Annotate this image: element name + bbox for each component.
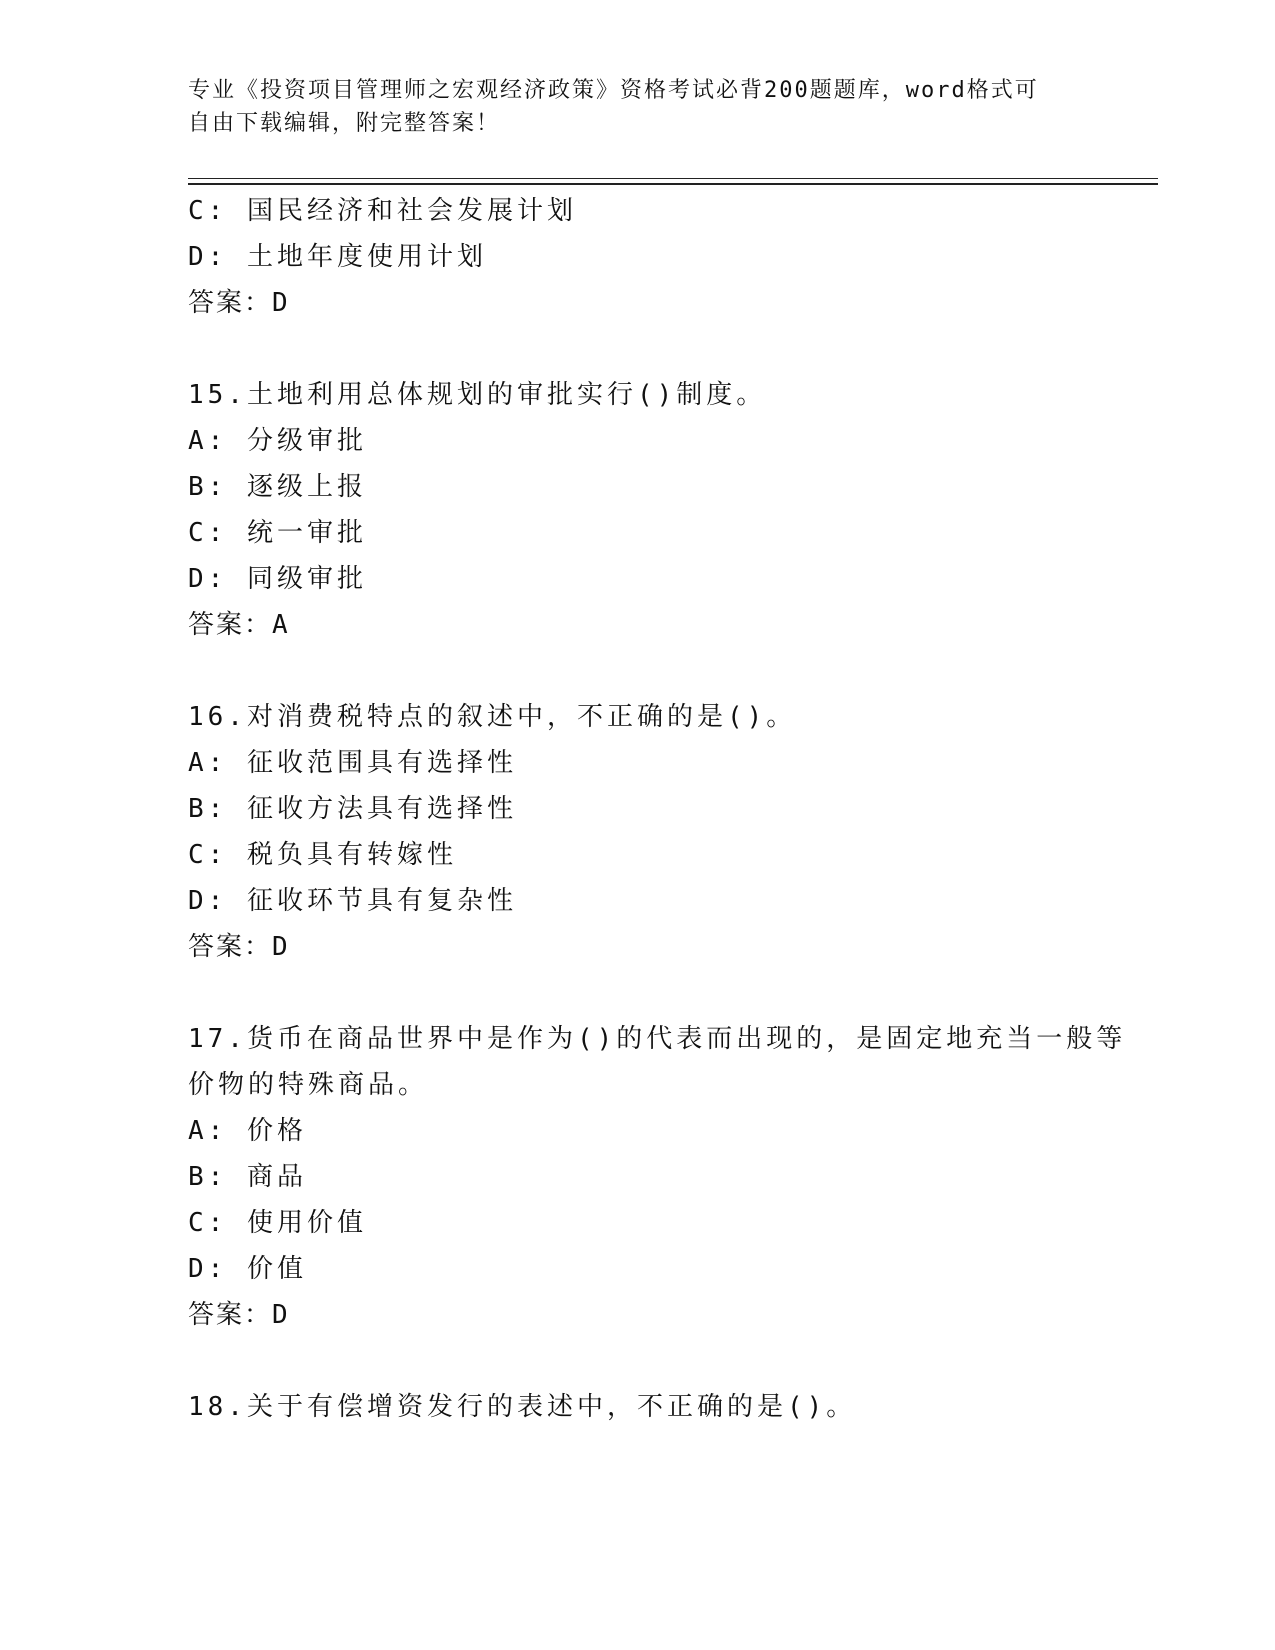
answer: 答案：D: [188, 288, 290, 318]
option-d: D: 价值: [188, 1254, 307, 1284]
question-stem-line-1: 17.货币在商品世界中是作为()的代表而出现的，是固定地充当一般等: [188, 1024, 1127, 1054]
spacer: [188, 326, 1088, 372]
question-block-14-partial: [188, 188, 1088, 326]
option-c: C: 税负具有转嫁性: [188, 840, 457, 870]
option-b: B: 逐级上报: [188, 472, 367, 502]
option-c: C: 使用价值: [188, 1208, 367, 1238]
option-a: A: 分级审批: [188, 426, 367, 456]
question-stem: 15.土地利用总体规划的审批实行()制度。: [188, 380, 767, 410]
header-divider-thin: [188, 178, 1158, 179]
question-list: [188, 188, 1127, 1430]
option-a: A: 征收范围具有选择性: [188, 748, 517, 778]
spacer: [188, 1338, 1088, 1384]
option-d: D: 土地年度使用计划: [188, 242, 487, 272]
option-b: B: 征收方法具有选择性: [188, 794, 517, 824]
spacer: [188, 970, 1088, 1016]
option-a: A: 价格: [188, 1116, 307, 1146]
answer: 答案：A: [188, 610, 290, 640]
question-stem: 16.对消费税特点的叙述中，不正确的是()。: [188, 702, 797, 732]
question-stem-line-2: 价物的特殊商品。: [188, 1070, 429, 1100]
question-block-16: [188, 694, 1088, 970]
answer: 答案：D: [188, 1300, 290, 1330]
option-c: C: 统一审批: [188, 518, 367, 548]
spacer: [188, 648, 1088, 694]
answer: 答案：D: [188, 932, 290, 962]
header-title-line-1: 专业《投资项目管理师之宏观经济政策》资格考试必背200题题库，word格式可: [188, 78, 1039, 103]
header-divider-thick: [188, 183, 1158, 185]
option-c: C: 国民经济和社会发展计划: [188, 196, 577, 226]
question-block-17: [188, 1016, 1127, 1338]
question-block-15: [188, 372, 1088, 648]
question-stem: 18.关于有偿增资发行的表述中，不正确的是()。: [188, 1392, 857, 1422]
header-title-line-2: 自由下载编辑，附完整答案！: [188, 111, 501, 136]
document-header: [188, 74, 1068, 140]
question-block-18: [188, 1384, 1088, 1430]
option-d: D: 同级审批: [188, 564, 367, 594]
option-b: B: 商品: [188, 1162, 307, 1192]
option-d: D: 征收环节具有复杂性: [188, 886, 517, 916]
